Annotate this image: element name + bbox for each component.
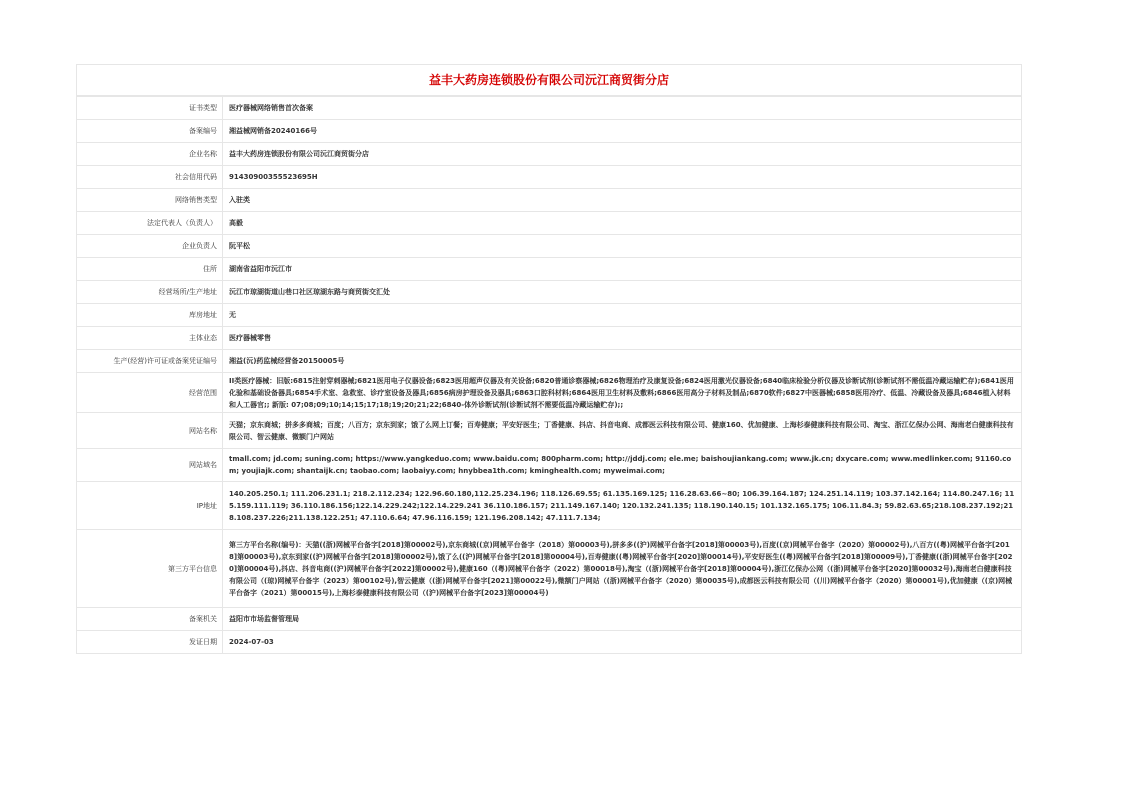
- field-value: 医疗器械网络销售首次备案: [223, 97, 1022, 120]
- table-row: [77, 212, 1022, 235]
- field-value: 湘益械网销备20240166号: [223, 120, 1022, 143]
- record-table: [76, 96, 1022, 654]
- field-label: 企业负责人: [77, 235, 223, 258]
- field-value: 湖南省益阳市沅江市: [223, 258, 1022, 281]
- field-value: 无: [223, 304, 1022, 327]
- field-label: 住所: [77, 258, 223, 281]
- table-row: [77, 281, 1022, 304]
- field-value: 140.205.250.1; 111.206.231.1; 218.2.112.234; 122.96.60.180,112.25.234.196; 118.126.69.55; 61.135.169.125; 116.28.63.66~80; 106.39.164.187; 124.251.14.119; 103.37.142.164; 114.80.247.16; 115.159.111.119; 36.110.186.156;122.14.229.242;122.14.229.241 36.110.186.157; 211.149.167.140; 120.132.241.135; 118.190.140.15; 101.132.165.175; 106.11.84.3; 59.82.63.65;218.108.237.192;218.108.237.226;211.138.122.251; 47.110.6.64; 47.96.116.159; 121.196.208.142; 47.111.7.134;: [223, 482, 1022, 530]
- field-label: 库房地址: [77, 304, 223, 327]
- field-value: 阮平松: [223, 235, 1022, 258]
- field-label: 生产(经营)许可证或备案凭证编号: [77, 350, 223, 373]
- table-row: [77, 235, 1022, 258]
- field-value: 沅江市琼湖街道山巷口社区琼湖东路与商贸街交汇处: [223, 281, 1022, 304]
- field-label: 网站名称: [77, 413, 223, 449]
- field-value: 益丰大药房连锁股份有限公司沅江商贸街分店: [223, 143, 1022, 166]
- field-label: 发证日期: [77, 631, 223, 654]
- table-row: [77, 166, 1022, 189]
- field-label: IP地址: [77, 482, 223, 530]
- field-value: II类医疗器械：旧版:6815注射穿刺器械;6821医用电子仪器设备;6823医用超声仪器及有关设备;6820普通诊察器械;6826物理治疗及康复设备;6824医用激光仪器设备;6840临床检验分析仪器及诊断试剂(诊断试剂不需低温冷藏运输贮存);6841医用化验和基础设备器具;6854手术室、急救室、诊疗室设备及器具;6856病房护理设备及器具;6863口腔科材料;6864医用卫生材料及敷料;6866医用高分子材料及制品;6870软件;6827中医器械;6858医用冷疗、低温、冷藏设备及器具;6846植入材料和人工器官;; 新版: 07;08;09;10;14;15;17;18;19;20;21;22;6840-体外诊断试剂(诊断试剂不需要低温冷藏运输贮存);;: [223, 373, 1022, 413]
- field-value: 湘益(沅)药监械经营备20150005号: [223, 350, 1022, 373]
- table-row: [77, 608, 1022, 631]
- field-value: 益阳市市场监督管理局: [223, 608, 1022, 631]
- field-value: 入驻类: [223, 189, 1022, 212]
- field-value: 医疗器械零售: [223, 327, 1022, 350]
- field-value: 91430900355523695H: [223, 166, 1022, 189]
- table-row: [77, 449, 1022, 482]
- table-row: [77, 189, 1022, 212]
- table-row: [77, 143, 1022, 166]
- field-label: 经营范围: [77, 373, 223, 413]
- record-table-body: [77, 97, 1022, 654]
- table-row: [77, 482, 1022, 530]
- table-row: [77, 304, 1022, 327]
- field-label: 法定代表人（负责人）: [77, 212, 223, 235]
- field-label: 社会信用代码: [77, 166, 223, 189]
- field-label: 经营场所/生产地址: [77, 281, 223, 304]
- table-row: [77, 413, 1022, 449]
- field-value: 第三方平台名称(编号)：天猫((浙)网械平台备字[2018]第00002号),京东商城((京)网械平台备字（2018）第00003号),拼多多((沪)网械平台备字[2018]第00003号),百度((京)网械平台备字（2020）第00002号),八百方((粤)网械平台备字[2018]第00003号),京东到家((沪)网械平台备字[2018]第00002号),饿了么((沪)网械平台备字[2018]第00004号),百寿健康((粤)网械平台备字[2020]第00014号),平安好医生((粤)网械平台备字[2018]第00009号),丁香健康((浙)网械平台备字[2020]第00004号),抖店、抖音电商((沪)网械平台备字[2022]第00002号),健康160（(粤)网械平台备字（2022）第00018号),淘宝（(浙)网械平台备字[2018]第00004号),浙江亿保办公网（(浙)网械平台备字[2020]第00032号),海南老白健康科技有限公司（(琼)网械平台备字（2023）第00102号),智云健康（(浙)网械平台备字[2021]第00022号),微额门户网站（(浙)网械平台备字（2020）第00035号),成都医云科技有限公司（(川)网械平台备字（2020）第00001号),优加健康（(京)网械平台备字（2021）第00015号),上海杉泰健康科技有限公司（(沪)网械平台备字[2023]第00004号): [223, 530, 1022, 608]
- field-label: 网站域名: [77, 449, 223, 482]
- field-label: 网络销售类型: [77, 189, 223, 212]
- field-label: 企业名称: [77, 143, 223, 166]
- table-row: [77, 350, 1022, 373]
- table-row: [77, 631, 1022, 654]
- table-row: [77, 327, 1022, 350]
- field-label: 第三方平台信息: [77, 530, 223, 608]
- table-row: [77, 258, 1022, 281]
- field-label: 备案编号: [77, 120, 223, 143]
- field-value: 高毅: [223, 212, 1022, 235]
- table-row: [77, 530, 1022, 608]
- field-label: 备案机关: [77, 608, 223, 631]
- table-row: [77, 120, 1022, 143]
- field-value: 2024-07-03: [223, 631, 1022, 654]
- field-label: 证书类型: [77, 97, 223, 120]
- record-sheet: [76, 64, 1022, 654]
- field-value: 天猫；京东商城；拼多多商城；百度；八百方；京东到家；饿了么网上订餐；百寿健康；平安好医生；丁香健康、抖店、抖音电商、成都医云科技有限公司、健康160、优加健康、上海杉泰健康科技有限公司、淘宝、浙江亿保办公网、海南老白健康科技有限公司、智云健康、微额门户网站: [223, 413, 1022, 449]
- field-label: 主体业态: [77, 327, 223, 350]
- field-value: tmall.com; jd.com; suning.com; https://www.yangkeduo.com; www.baidu.com; 800pharm.com; http://jddj.com; ele.me; baishoujiankang.com; www.jk.cn; dxycare.com; www.medlinker.com; 91160.com; youjiajk.com; shantaijk.cn; taobao.com; laobaiyy.com; hnybbea1th.com; kminghealth.com; myweimai.com;: [223, 449, 1022, 482]
- table-row: [77, 97, 1022, 120]
- page-title: 益丰大药房连锁股份有限公司沅江商贸街分店: [76, 65, 1022, 96]
- table-row: [77, 373, 1022, 413]
